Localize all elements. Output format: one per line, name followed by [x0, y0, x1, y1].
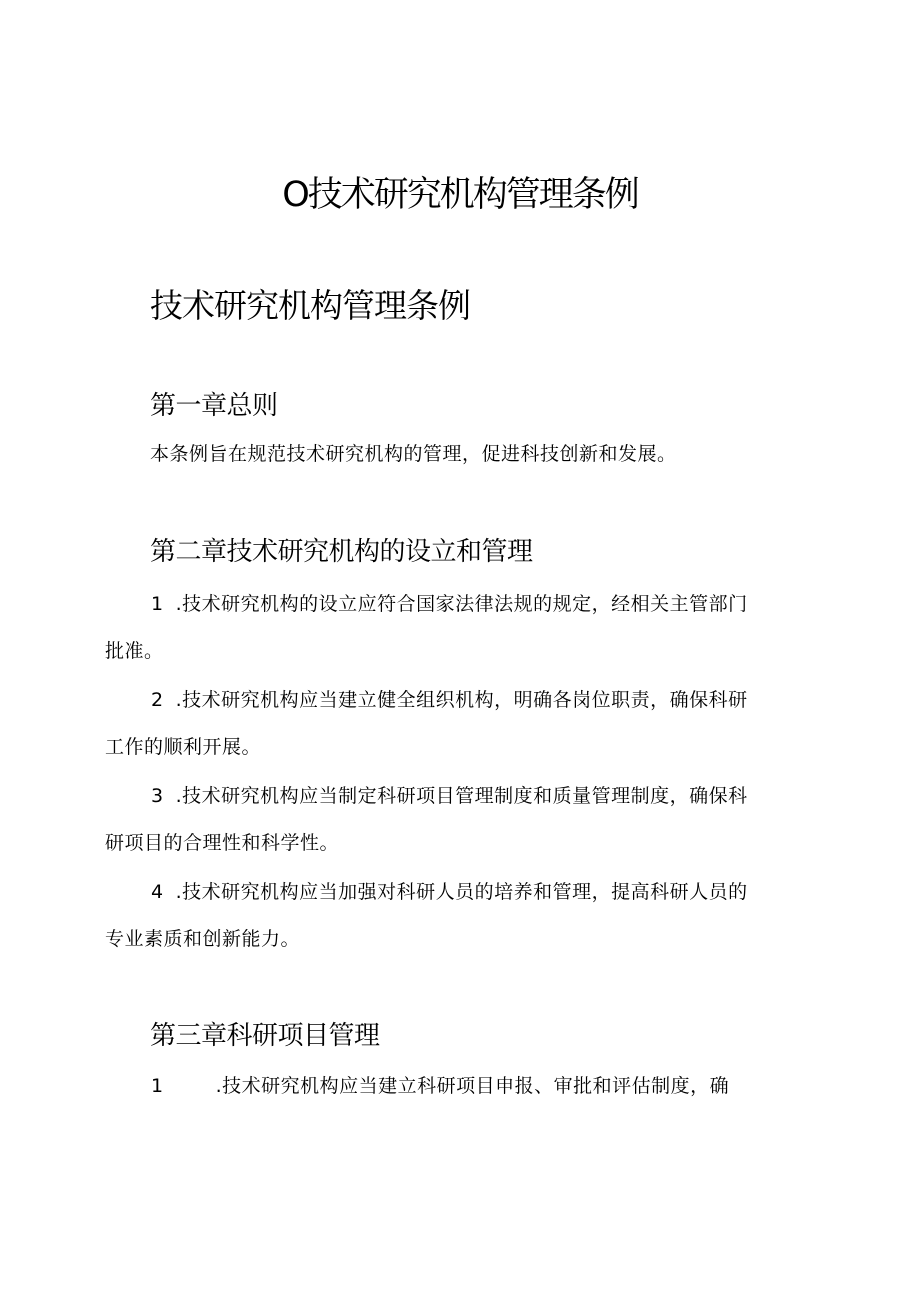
item-number: 2 — [151, 689, 164, 711]
chapter-1-paragraph — [150, 431, 870, 478]
item-text: .技术研究机构应当建立科研项目申报、审批和评估制度，确 — [215, 1075, 730, 1097]
chapter-1-heading: 第一章总则 — [150, 391, 278, 421]
item-text-continued: 研项目的合理性和科学性。 — [105, 832, 340, 854]
item-number: 1 — [151, 1075, 164, 1097]
item-number: 3 — [151, 785, 164, 807]
chapter-3-heading: 第三章科研项目管理 — [150, 1021, 380, 1051]
item-number: 4 — [151, 881, 164, 903]
chapter-3-item-1 — [105, 1063, 825, 1110]
item-text-continued: 专业素质和创新能力。 — [105, 928, 301, 950]
item-text: .技术研究机构应当加强对科研人员的培养和管理，提高科研人员的 — [175, 881, 748, 903]
item-text: .技术研究机构应当建立健全组织机构，明确各岗位职责，确保科研 — [175, 689, 748, 711]
chapter-2-heading: 第二章技术研究机构的设立和管理 — [150, 537, 533, 567]
item-text-continued: 工作的顺利开展。 — [105, 736, 262, 758]
item-text-continued: 批准。 — [105, 640, 164, 662]
chapter-2-item-2 — [105, 677, 825, 771]
chapter-2-item-4 — [105, 869, 825, 963]
paragraph-text: 本条例旨在规范技术研究机构的管理，促进科技创新和发展。 — [150, 443, 677, 465]
item-text: .技术研究机构应当制定科研项目管理制度和质量管理制度，确保科 — [175, 785, 748, 807]
item-number: 1 — [151, 593, 164, 615]
chapter-2-item-1 — [105, 581, 825, 675]
document-title: O技术研究机构管理条例 — [282, 175, 638, 215]
chapter-2-item-3 — [105, 773, 825, 867]
document-subtitle: 技术研究机构管理条例 — [150, 286, 470, 325]
item-text: .技术研究机构的设立应符合国家法律法规的规定，经相关主管部门 — [175, 593, 748, 615]
